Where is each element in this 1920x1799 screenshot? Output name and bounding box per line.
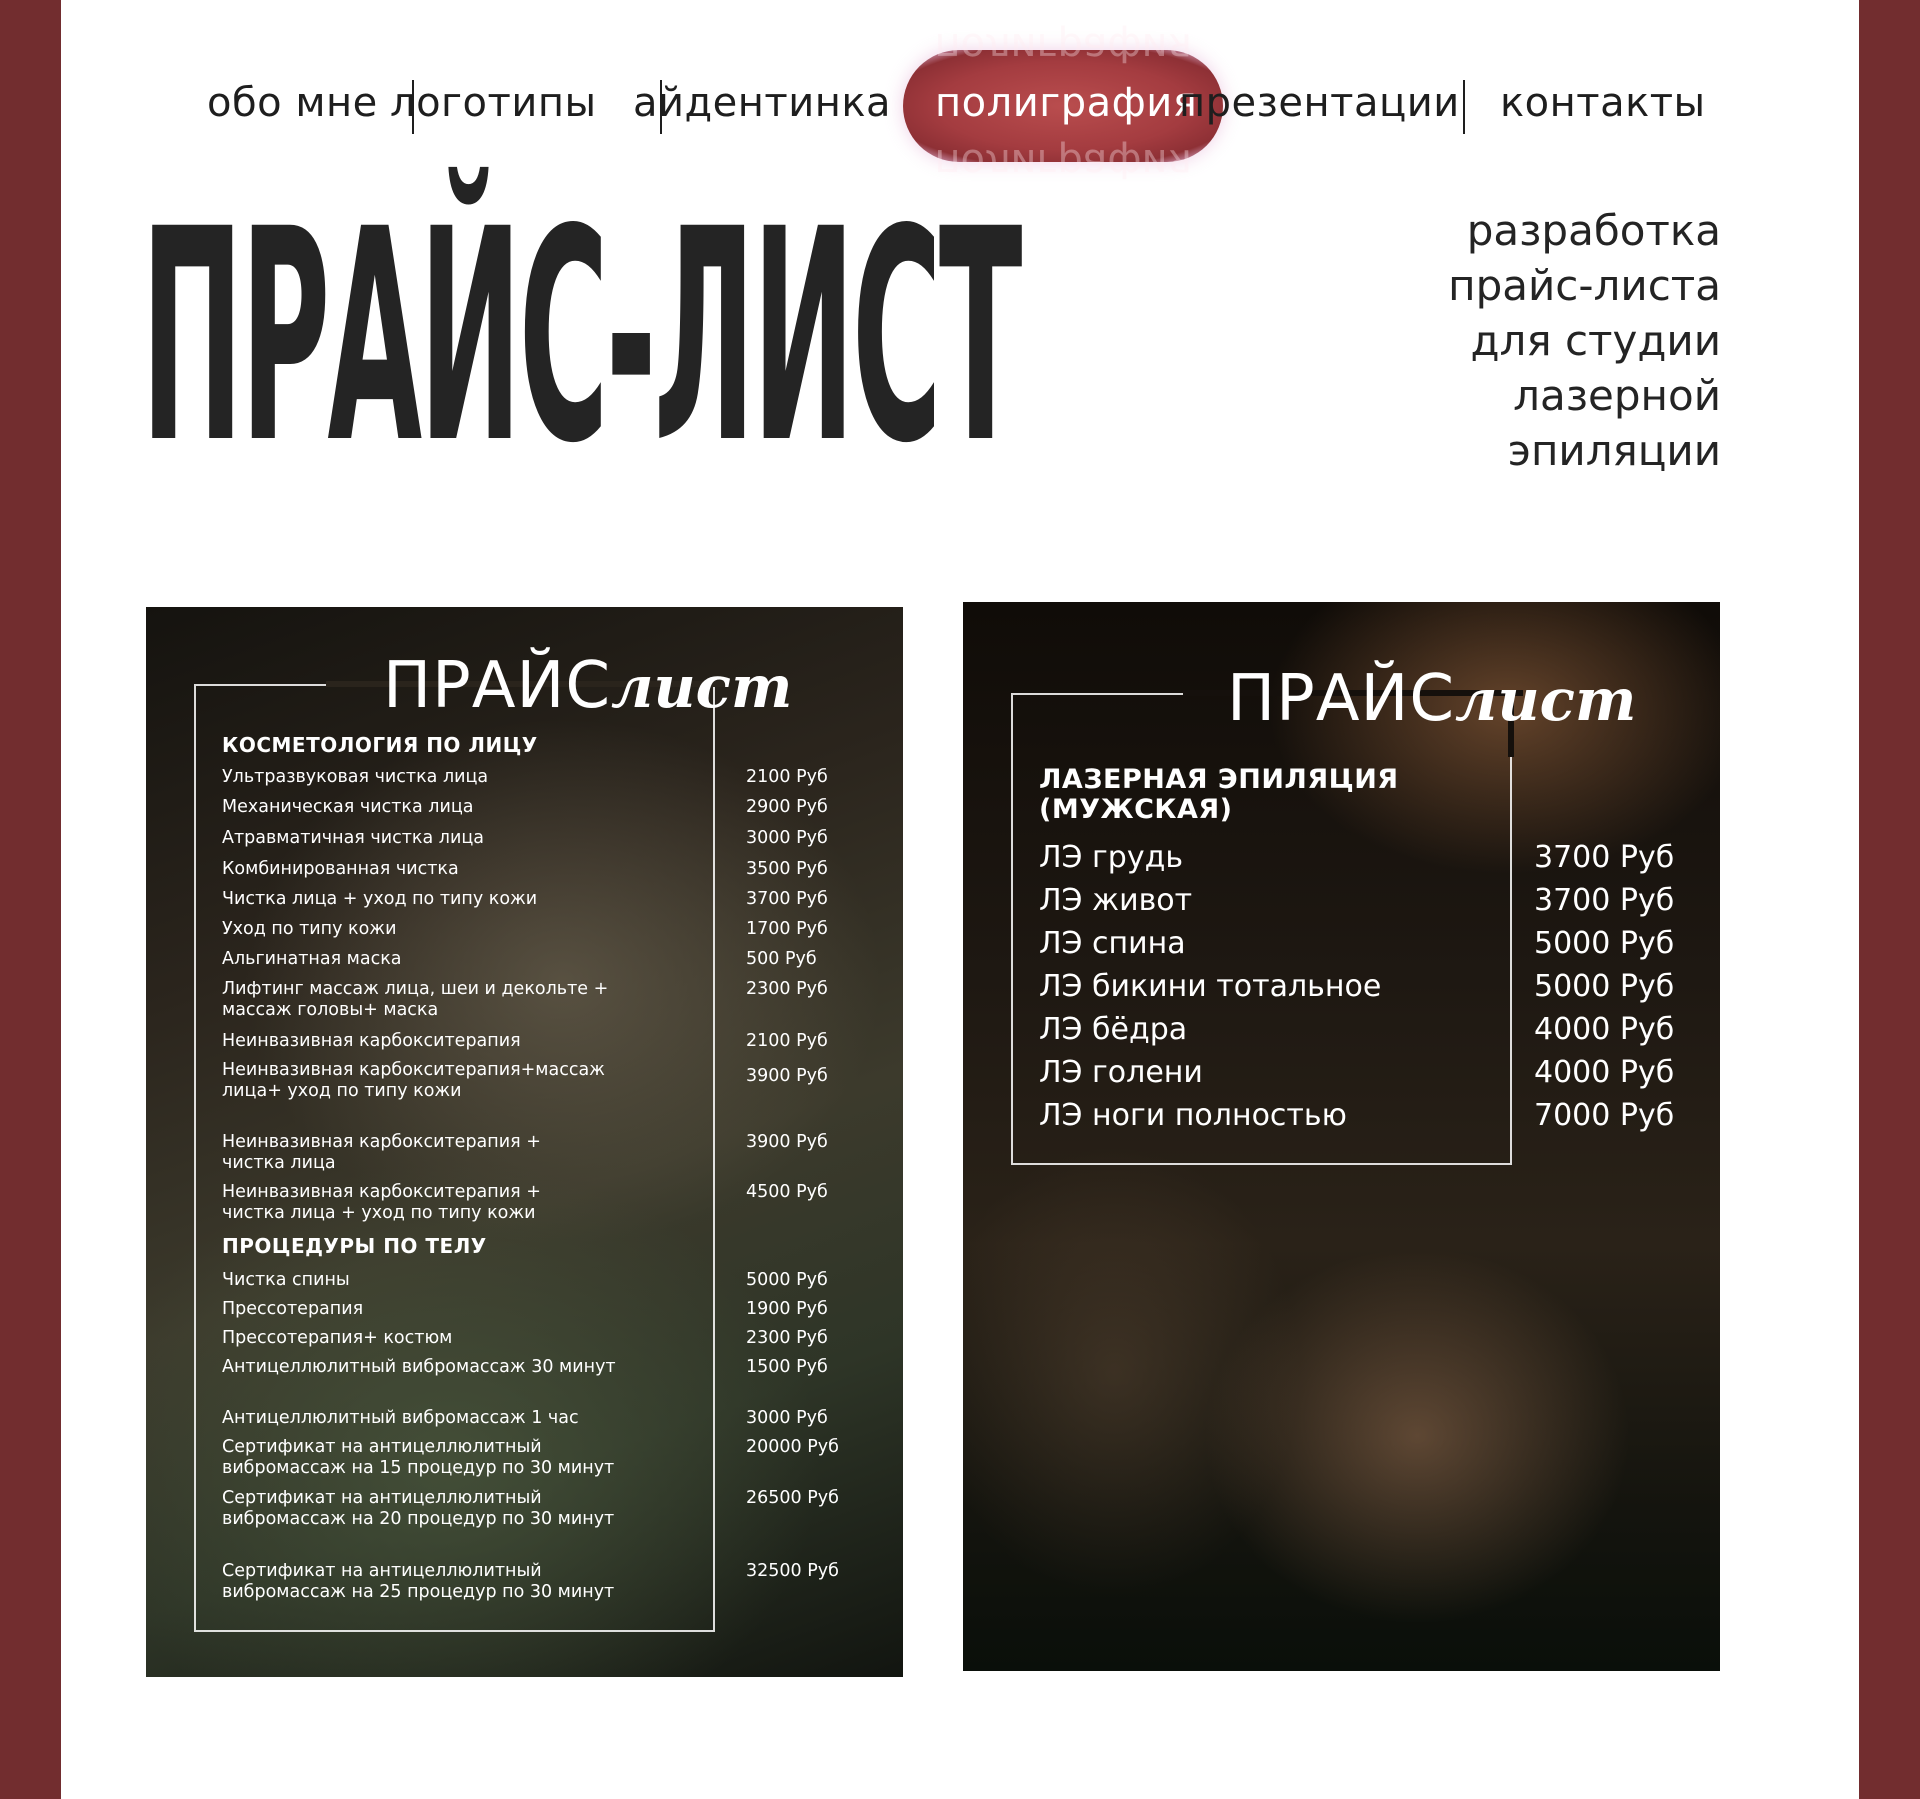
subtitle-line: разработка — [1466, 206, 1721, 255]
nav-pill-reflection-bottom: полиграфия — [934, 140, 1192, 186]
section-title-line: ЛАЗЕРНАЯ ЭПИЛЯЦИЯ — [1039, 764, 1399, 795]
service-price: 1700 Руб — [746, 919, 828, 939]
nav-pill-reflection-top: полиграфия — [934, 24, 1192, 70]
section-title — [1039, 765, 1399, 825]
service-name: Неинвазивная карбокситерапия — [222, 1031, 521, 1051]
service-price: 4000 Руб — [1534, 1055, 1675, 1090]
service-price: 5000 Руб — [1534, 969, 1675, 1004]
service-price: 3700 Руб — [746, 889, 828, 909]
price-list-laser-image — [963, 602, 1720, 1671]
subtitle-line: прайс-листа — [1448, 261, 1721, 310]
service-name: Лифтинг массаж лица, шеи и декольте + массаж головы+ маска — [222, 979, 609, 1020]
price-list-logo — [1227, 662, 1636, 736]
nav-item-about[interactable]: обо мне — [207, 80, 378, 126]
nav-item-logos[interactable]: логотипы — [390, 80, 597, 126]
service-name: Чистка спины — [222, 1270, 350, 1290]
price-list-logo — [383, 649, 792, 723]
subtitle-line: для студии — [1470, 316, 1721, 365]
logo-part-script: лист — [611, 653, 793, 721]
service-price: 3700 Руб — [1534, 883, 1675, 918]
service-name: Сертификат на антицеллюлитный вибромассаж на 25 процедур по 30 минут — [222, 1561, 615, 1602]
service-name: ЛЭ живот — [1039, 883, 1193, 918]
service-price: 2100 Руб — [746, 1031, 828, 1051]
service-price: 500 Руб — [746, 949, 817, 969]
service-name: Чистка лица + уход по типу кожи — [222, 889, 538, 909]
service-price: 1900 Руб — [746, 1299, 828, 1319]
logo-part-print: ПРАЙС — [383, 649, 612, 723]
subtitle-line: лазерной — [1513, 371, 1721, 420]
nav-item-contacts[interactable]: контакты — [1500, 80, 1706, 126]
service-name: Сертификат на антицеллюлитный вибромассаж на 20 процедур по 30 минут — [222, 1488, 615, 1529]
nav-divider — [1463, 80, 1465, 134]
service-name: Прессотерапия+ костюм — [222, 1328, 453, 1348]
page — [61, 0, 1859, 1799]
nav-item-presentations[interactable]: презентации — [1179, 80, 1460, 126]
service-name: Прессотерапия — [222, 1299, 364, 1319]
service-name: ЛЭ бикини тотальное — [1039, 969, 1382, 1004]
top-navigation — [147, 24, 1807, 186]
service-name: ЛЭ голени — [1039, 1055, 1203, 1090]
service-price: 5000 Руб — [746, 1270, 828, 1290]
page-title: ПРАЙС-ЛИСТ — [141, 167, 1020, 509]
service-price: 7000 Руб — [1534, 1098, 1675, 1133]
service-price: 4500 Руб — [746, 1182, 828, 1202]
logo-part-script: лист — [1455, 666, 1637, 734]
service-name: Ультразвуковая чистка лица — [222, 767, 489, 787]
nav-item-print[interactable]: полиграфия — [935, 80, 1198, 126]
service-name: ЛЭ спина — [1039, 926, 1186, 961]
service-price: 3900 Руб — [746, 1066, 828, 1086]
service-price: 3900 Руб — [746, 1132, 828, 1152]
service-price: 4000 Руб — [1534, 1012, 1675, 1047]
service-price: 3500 Руб — [746, 859, 828, 879]
service-price: 2300 Руб — [746, 1328, 828, 1348]
service-price: 3000 Руб — [746, 1408, 828, 1428]
service-name: Комбинированная чистка — [222, 859, 459, 879]
service-price: 3700 Руб — [1534, 840, 1675, 875]
service-name: Неинвазивная карбокситерапия + чистка лица — [222, 1132, 541, 1173]
service-price: 1500 Руб — [746, 1357, 828, 1377]
service-price: 32500 Руб — [746, 1561, 839, 1581]
service-price: 2300 Руб — [746, 979, 828, 999]
nav-item-identity[interactable]: айдентинка — [633, 80, 892, 126]
service-price: 2100 Руб — [746, 767, 828, 787]
service-price: 26500 Руб — [746, 1488, 839, 1508]
service-name: Неинвазивная карбокситерапия + чистка лица + уход по типу кожи — [222, 1182, 541, 1223]
section-title: ПРОЦЕДУРЫ ПО ТЕЛУ — [222, 1234, 487, 1258]
service-name: Атравматичная чистка лица — [222, 828, 484, 848]
service-name: Уход по типу кожи — [222, 919, 397, 939]
service-price: 2900 Руб — [746, 797, 828, 817]
logo-part-print: ПРАЙС — [1227, 662, 1456, 736]
page-subtitle — [1448, 203, 1721, 478]
service-name: ЛЭ ноги полностью — [1039, 1098, 1347, 1133]
subtitle-line: эпиляции — [1507, 426, 1721, 475]
service-name: Антицеллюлитный вибромассаж 1 час — [222, 1408, 579, 1428]
service-name: Сертификат на антицеллюлитный вибромассаж на 15 процедур по 30 минут — [222, 1437, 615, 1478]
section-title: КОСМЕТОЛОГИЯ ПО ЛИЦУ — [222, 733, 538, 757]
service-price: 3000 Руб — [746, 828, 828, 848]
service-price: 20000 Руб — [746, 1437, 839, 1457]
price-list-cosmetology-image — [146, 607, 903, 1677]
section-title-line: (МУЖСКАЯ) — [1039, 794, 1233, 825]
service-name: ЛЭ грудь — [1039, 840, 1184, 875]
service-name: Неинвазивная карбокситерапия+массаж лица+ уход по типу кожи — [222, 1060, 605, 1101]
service-name: Механическая чистка лица — [222, 797, 474, 817]
service-name: Антицеллюлитный вибромассаж 30 минут — [222, 1357, 616, 1377]
service-name: Альгинатная маска — [222, 949, 402, 969]
service-price: 5000 Руб — [1534, 926, 1675, 961]
service-name: ЛЭ бёдра — [1039, 1012, 1188, 1047]
